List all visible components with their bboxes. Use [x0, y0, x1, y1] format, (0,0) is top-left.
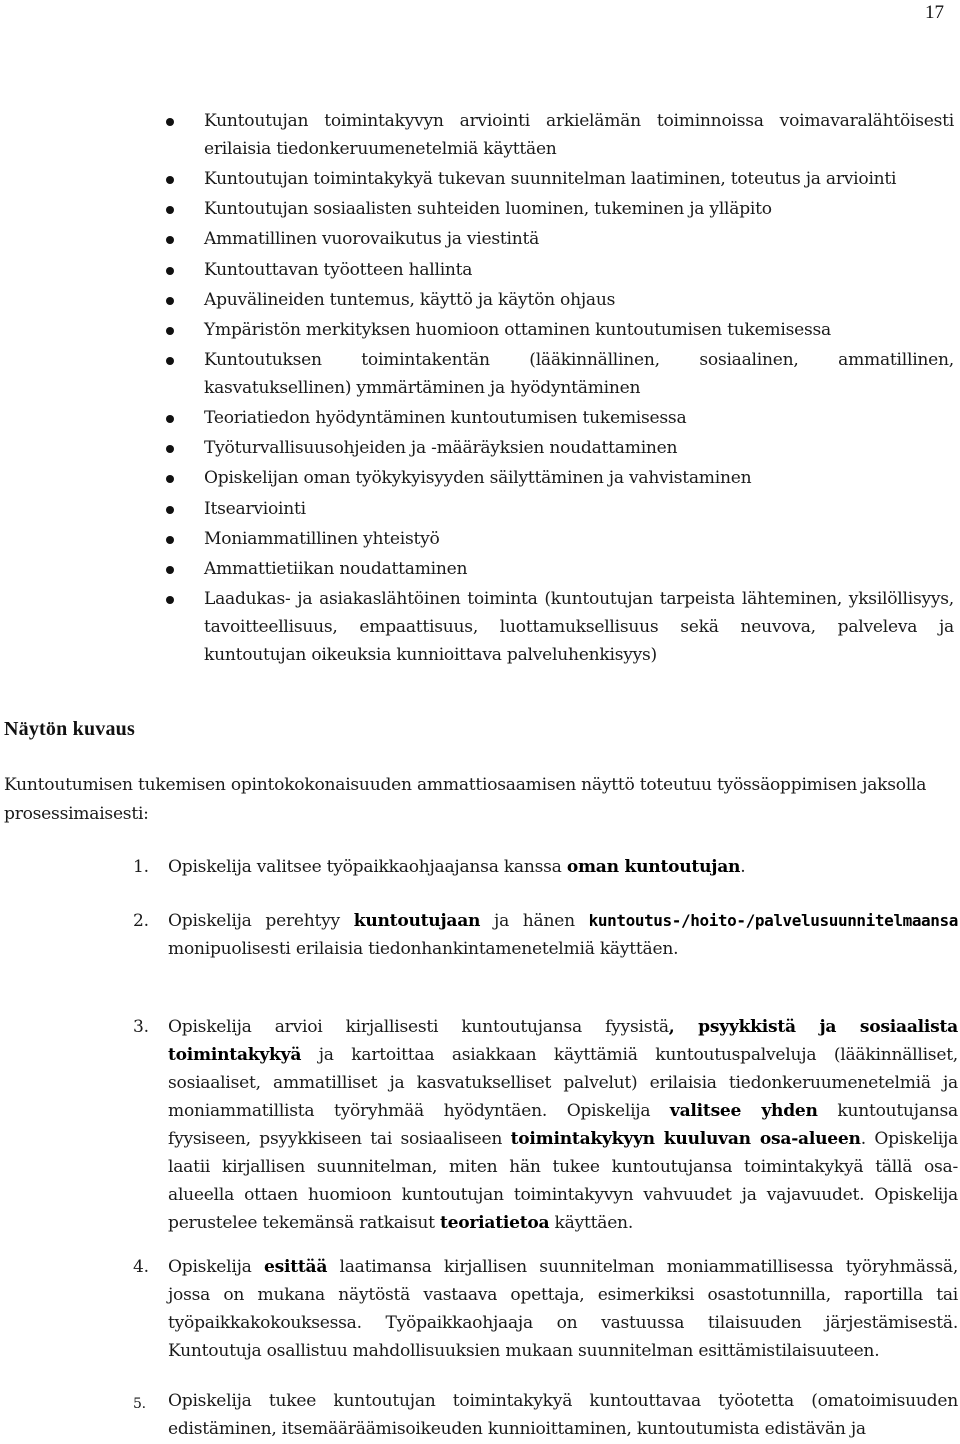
step-text-run: .: [740, 857, 746, 877]
list-item-text: Apuvälineiden tuntemus, käyttö ja käytön ohjaus: [204, 289, 616, 310]
list-item: [0, 465, 960, 493]
bullet-icon: [166, 445, 174, 453]
step-text: [168, 907, 958, 963]
step-text-run: käyttäen.: [549, 1213, 634, 1233]
list-item-text: Itsearviointi: [204, 498, 306, 519]
step-item: [0, 1387, 960, 1443]
list-item-text: Ammatillinen vuorovaikutus ja viestintä: [204, 229, 540, 250]
list-item: [0, 317, 960, 345]
step-text-run: Opiskelija arvioi kirjallisesti kuntoutujansa fyysistä: [168, 1017, 669, 1037]
bullet-icon: [166, 536, 174, 544]
bullet-icon: [166, 415, 174, 423]
step-text-run: Opiskelija perehtyy: [168, 911, 354, 931]
bullet-icon: [166, 297, 174, 305]
bullet-icon: [166, 596, 174, 604]
step-emphasis: , psyykkistä ja sosiaalista toimintakykyä: [168, 1017, 958, 1065]
bullet-icon: [166, 236, 174, 244]
step-text-run: Opiskelija: [168, 1257, 264, 1277]
list-item: [0, 287, 960, 315]
list-item-text: Teoriatiedon hyödyntäminen kuntoutumisen tukemisessa: [204, 408, 687, 429]
list-item: [0, 556, 960, 584]
list-item-text: Kuntoutujan sosiaalisten suhteiden luominen, tukeminen ja ylläpito: [204, 199, 772, 220]
step-item: [0, 907, 960, 963]
bullet-icon: [166, 176, 174, 184]
list-item: [0, 435, 960, 463]
list-item: [0, 226, 960, 254]
step-number: 2.: [133, 911, 149, 931]
list-item: [0, 496, 960, 524]
list-item-text: Kuntoutuksen toimintakentän (lääkinnällinen, sosiaalinen, ammatillinen, kasvatuksellinen) ymmärtäminen ja hyödyntäminen: [204, 350, 954, 398]
competency-list: [0, 108, 960, 672]
step-text: [168, 853, 958, 881]
step-number: 5.: [133, 1396, 146, 1412]
step-number: 4.: [133, 1257, 149, 1277]
bullet-icon: [166, 206, 174, 214]
step-emphasis: oman kuntoutujan: [566, 857, 741, 877]
step-text-run: monipuolisesti erilaisia tiedonhankintamenetelmiä käyttäen.: [168, 939, 679, 959]
step-emphasis: kuntoutus-/hoito-/palvelusuunnitelmaansa: [588, 911, 958, 930]
list-item: [0, 257, 960, 285]
list-item-text: Laadukas- ja asiakaslähtöinen toiminta (kuntoutujan tarpeista lähteminen, yksilöllisyys, tavoitteellisuus, empaattisuus, luottamuksellisuus sekä neuvova, palveleva ja kuntoutujan oikeuksia kunnioittava palveluhenkisyys): [204, 589, 954, 665]
step-emphasis: esittää: [263, 1257, 328, 1277]
list-item: [0, 526, 960, 554]
bullet-icon: [166, 506, 174, 514]
step-emphasis: kuntoutujaan: [353, 911, 481, 931]
list-item-text: Ammattietiikan noudattaminen: [204, 559, 468, 580]
bullet-icon: [166, 327, 174, 335]
list-item: [0, 405, 960, 433]
step-emphasis: valitsee yhden: [669, 1101, 818, 1121]
list-item: [0, 586, 960, 669]
bullet-icon: [166, 267, 174, 275]
list-item: [0, 196, 960, 224]
step-text: [168, 1387, 958, 1443]
bullet-icon: [166, 357, 174, 365]
page-number: 17: [925, 2, 944, 23]
list-item-text: Ympäristön merkityksen huomioon ottaminen kuntoutumisen tukemisessa: [204, 319, 831, 340]
step-text-run: ja hänen: [480, 911, 589, 931]
bullet-icon: [166, 566, 174, 574]
step-text: [168, 1013, 958, 1237]
step-text-run: kuntoutujansa fyysiseen, psyykkiseen tai sosiaaliseen: [168, 1101, 958, 1149]
step-text-run: Opiskelija valitsee työpaikkaohjaajansa kanssa: [168, 857, 567, 877]
list-item: [0, 166, 960, 194]
list-item-text: Kuntoutujan toimintakykyä tukevan suunnitelman laatiminen, toteutus ja arviointi: [204, 168, 897, 189]
bullet-icon: [166, 475, 174, 483]
step-text-run: Opiskelija tukee kuntoutujan toimintakykyä kuntouttavaa työotetta (omatoimisuuden edistäminen, itsemääräämisoikeuden kunnioittaminen, kuntoutumista edistävän ja: [168, 1391, 958, 1439]
list-item-text: Työturvallisuusohjeiden ja -määräyksien noudattaminen: [204, 438, 678, 459]
step-text-run: ja kartoittaa asiakkaan käyttämiä kuntoutuspalveluja (lääkinnälliset, sosiaaliset, ammatilliset ja kasvatukselliset palvelut) erilaisia tiedonkeruumenetelmiä ja moniammatillista työryhmää hyödyntäen. Opiskelija: [168, 1045, 958, 1121]
step-item: [0, 1253, 960, 1365]
step-text-run: . Opiskelija laatii kirjallisen suunnitelman, miten hän tukee kuntoutujansa toimintakykyä tällä osa-alueella ottaen huomioon kuntoutujan toimintakyvyn vahvuudet ja vajavuudet. Opiskelija perustelee tekemänsä ratkaisut: [168, 1129, 958, 1233]
section-heading: Näytön kuvaus: [4, 718, 135, 740]
section-intro: Kuntoutumisen tukemisen opintokokonaisuuden ammattiosaamisen näyttö toteutuu työssäoppimisen jaksolla prosessimaisesti:: [4, 775, 927, 824]
step-item: [0, 1013, 960, 1237]
list-item-text: Kuntouttavan työotteen hallinta: [204, 259, 473, 280]
list-item: [0, 108, 960, 164]
step-emphasis: teoriatietoa: [439, 1213, 550, 1233]
step-emphasis: toimintakykyyn kuuluvan osa-alueen: [510, 1129, 861, 1149]
list-item-text: Kuntoutujan toimintakyvyn arviointi arkielämän toiminnoissa voimavaralähtöisesti erilaisia tiedonkeruumenetelmiä käyttäen: [204, 111, 954, 159]
list-item-text: Moniammatillinen yhteistyö: [204, 528, 440, 549]
step-number: 3.: [133, 1017, 149, 1037]
step-item: [0, 853, 960, 881]
bullet-icon: [166, 118, 174, 126]
list-item: [0, 347, 960, 403]
list-item-text: Opiskelijan oman työkykyisyyden säilyttäminen ja vahvistaminen: [204, 468, 752, 489]
step-text: [168, 1253, 958, 1365]
step-number: 1.: [133, 857, 149, 877]
step-text-run: laatimansa kirjallisen suunnitelman moniammatillisessa työryhmässä, jossa on mukana näytöstä vastaava opettaja, esimerkiksi osastotunnilla, raportilla tai työpaikkakokouksessa. Työpaikkaohjaaja on vastuussa tilaisuuden järjestämisestä. Kuntoutuja osallistuu mahdollisuuksien mukaan suunnitelman esittämistilaisuuteen.: [168, 1257, 958, 1361]
